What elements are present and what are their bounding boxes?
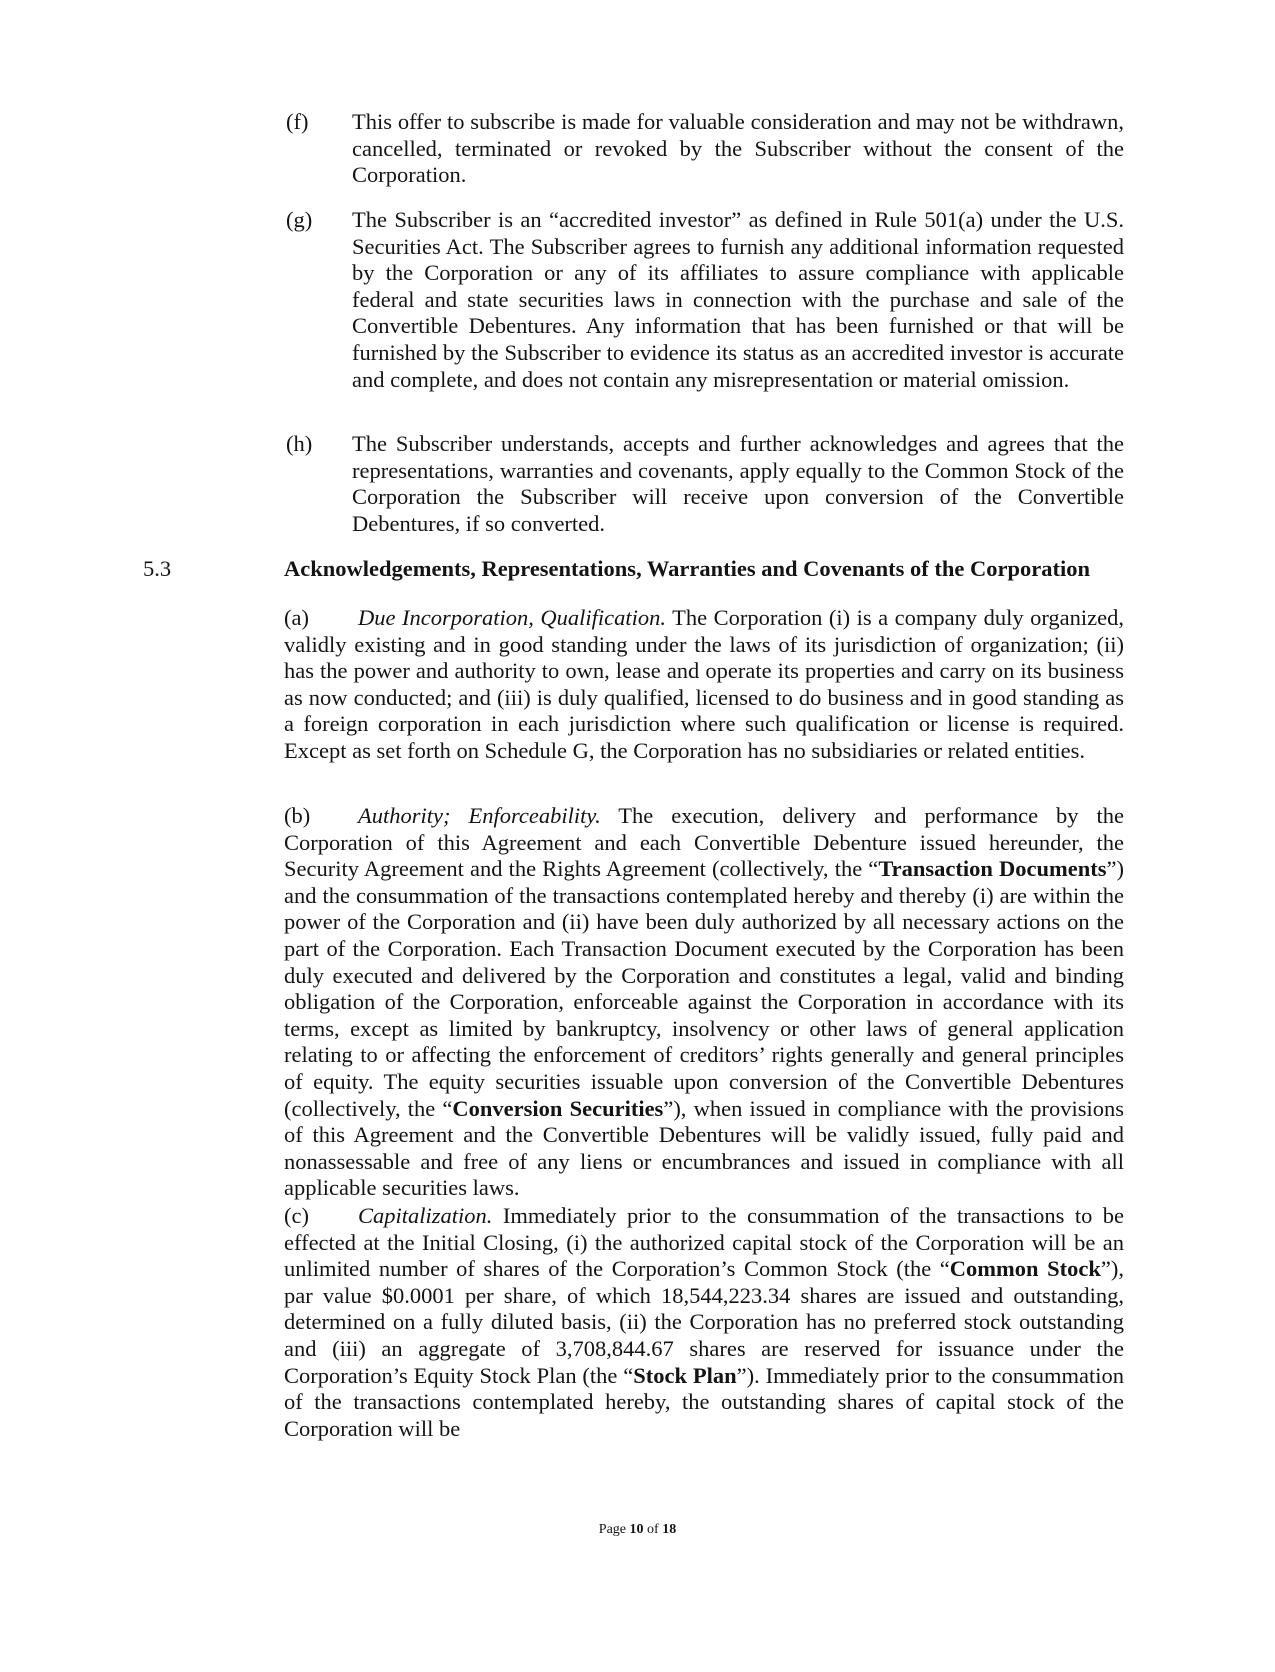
paragraph-c bbox=[284, 1203, 1124, 1442]
paragraph-a-label: (a) bbox=[284, 605, 309, 630]
paragraph-c-text-2: ”), par value $0.0001 per share, of which 18,544,223.34 shares are issued and outstanding, determined on a fully diluted basis, (ii) the Corporation has no preferred stock outstanding and (iii) an aggregate of 3,708,844.67 shares are reserved for issuance under the Corporation’s Equity Stock Plan (the “ bbox=[284, 1256, 1124, 1388]
paragraph-b bbox=[284, 803, 1124, 1202]
paragraph-b-heading: Authority; Enforceability. bbox=[358, 803, 601, 828]
footer-prefix: Page bbox=[598, 1522, 630, 1537]
item-marker-h: (h) bbox=[286, 431, 313, 456]
footer-page-total: 18 bbox=[662, 1522, 677, 1537]
paragraph-b-text-3: ”), when issued in compliance with the provisions of this Agreement and the Convertible Debentures will be validly issued, fully paid and nonassessable and free of any liens or encumbrances and issued in compliance with all applicable securities laws. bbox=[284, 1095, 1125, 1201]
page-footer bbox=[0, 1522, 1275, 1538]
paragraph-c-label: (c) bbox=[284, 1203, 309, 1228]
defined-term-transaction-documents: Transaction Documents bbox=[878, 856, 1107, 882]
paragraph-c-heading: Capitalization. bbox=[358, 1203, 493, 1228]
item-marker-g: (g) bbox=[286, 207, 313, 232]
defined-term-stock-plan: Stock Plan bbox=[633, 1362, 737, 1388]
item-g-text: The Subscriber is an “accredited investor” as defined in Rule 501(a) under the U.S. Securities Act. The Subscriber agrees to furnish any additional information requested by the Corporation or any of its affiliates to assure compliance with applicable federal and state securities laws in connection with the purchase and sale of the Convertible Debentures. Any information that has been furnished or that will be furnished by the Subscriber to evidence its status as an accredited investor is accurate and complete, and does not contain any misrepresentation or material omission. bbox=[352, 207, 1124, 392]
item-marker-f: (f) bbox=[286, 109, 309, 134]
paragraph-a bbox=[284, 605, 1124, 765]
footer-page-number: 10 bbox=[629, 1522, 644, 1537]
paragraph-a-heading: Due Incorporation, Qualification. bbox=[358, 605, 666, 630]
defined-term-conversion-securities: Conversion Securities bbox=[452, 1095, 664, 1121]
section-title: Acknowledgements, Representations, Warranties and Covenants of the Corporation bbox=[284, 556, 1091, 581]
defined-term-common-stock: Common Stock bbox=[949, 1256, 1101, 1282]
paragraph-b-text-2: ”) and the consummation of the transactions contemplated hereby and thereby (i) are within the power of the Corporation and (ii) have been duly authorized by all necessary actions on the part of the Corporation. Each Transaction Document executed by the Corporation has been duly executed and delivered by the Corporation and constitutes a legal, valid and binding obligation of the Corporation, enforceable against the Corporation in accordance with its terms, except as limited by bankruptcy, insolvency or other laws of general application relating to or affecting the enforcement of creditors’ rights generally and general principles of equity. The equity securities issuable upon conversion of the Convertible Debentures (collectively, the “ bbox=[284, 856, 1125, 1121]
paragraph-b-text-1: The execution, delivery and performance by the Corporation of this Agreement and each Convertible Debenture issued hereunder, the Security Agreement and the Rights Agreement (collectively, the “ bbox=[284, 803, 1125, 882]
item-h-text: The Subscriber understands, accepts and further acknowledges and agrees that the representations, warranties and covenants, apply equally to the Common Stock of the Corporation the Subscriber will receive upon conversion of the Convertible Debentures, if so converted. bbox=[352, 431, 1124, 536]
paragraph-a-text: The Corporation (i) is a company duly organized, validly existing and in good standing under the laws of its jurisdiction of organization; (ii) has the power and authority to own, lease and operate its properties and carry on its business as now conducted; and (iii) is duly qualified, licensed to do business and in good standing as a foreign corporation in each jurisdiction where such qualification or license is required. Except as set forth on Schedule G, the Corporation has no subsidiaries or related entities. bbox=[284, 605, 1124, 763]
paragraph-c-text-1: Immediately prior to the consummation of the transactions to be effected at the Initial Closing, (i) the authorized capital stock of the Corporation will be an unlimited number of shares of the Corporation’s Common Stock (the “ bbox=[284, 1203, 1124, 1282]
section-number: 5.3 bbox=[143, 556, 172, 581]
paragraph-b-label: (b) bbox=[284, 803, 311, 828]
footer-middle: of bbox=[643, 1522, 663, 1537]
item-f-text: This offer to subscribe is made for valuable consideration and may not be withdrawn, cancelled, terminated or revoked by the Subscriber without the consent of the Corporation. bbox=[352, 109, 1124, 188]
paragraph-c-text-3: ”). Immediately prior to the consummation of the transactions contemplated hereby, the outstanding shares of capital stock of the Corporation will be bbox=[284, 1362, 1125, 1441]
